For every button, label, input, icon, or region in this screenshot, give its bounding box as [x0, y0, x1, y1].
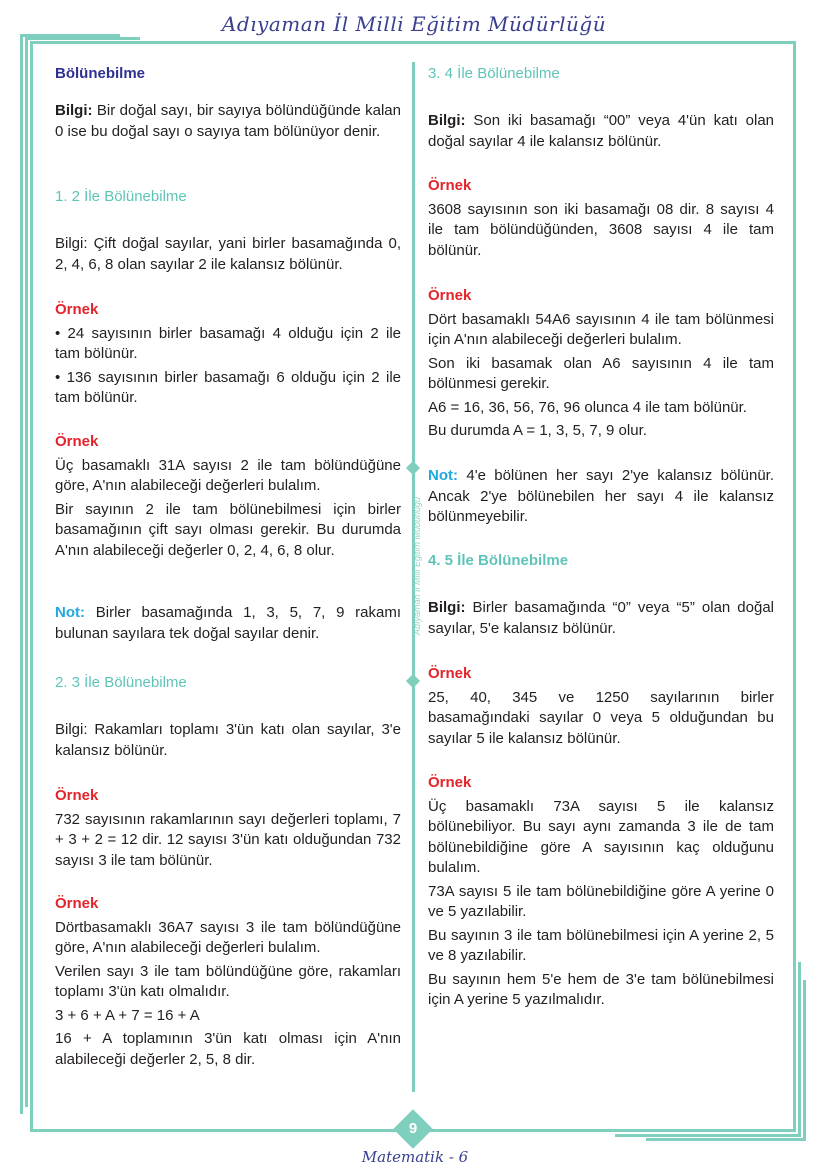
paragraph — [55, 456, 401, 497]
content-block — [55, 603, 401, 647]
info-label: Bilgi: — [428, 112, 466, 129]
paragraph-text: 16 + A toplamının 3'ün katı olması için A'nın alabileceği değerler 2, 5, 8 dir. — [55, 1030, 401, 1068]
paragraph — [55, 918, 401, 959]
section-heading: 1. 2 İle Bölünebilme — [55, 188, 187, 205]
paragraph-text: • 136 sayısının birler basamağı 6 olduğu için 2 ile tam bölünür. — [55, 368, 401, 406]
example-heading: Örnek — [428, 177, 472, 194]
section-heading: 4. 5 İle Bölünebilme — [428, 552, 569, 569]
content-block — [428, 111, 774, 155]
content-block — [428, 286, 774, 445]
paragraph — [428, 882, 774, 923]
paragraph-text: Üç basamaklı 73A sayısı 5 ile kalansız bölünebiliyor. Bu sayı aynı zamanda 3 ile de tam bölünebildiğine göre A sayısının kaç olduğunu bulalım. — [428, 797, 774, 876]
paragraph-text: Bu sayının 3 ile tam bölünebilmesi için A yerine 2, 5 ve 8 yazılabilir. — [428, 926, 774, 964]
note-label: Not: — [428, 467, 458, 484]
paragraph-text: 25, 40, 345 ve 1250 sayılarının birler basamağındaki sayılar 0 veya 5 olduğundan bu sayılar 5 ile kalansız bölünür. — [428, 688, 774, 747]
content-block — [55, 300, 401, 412]
paragraph — [428, 200, 774, 262]
paragraph — [55, 368, 401, 409]
content-block — [428, 598, 774, 642]
side-watermark-text: Adıyaman İl Milli Eğitim Müdürlüğü — [412, 496, 422, 635]
header-title: Adıyaman İl Milli Eğitim Müdürlüğü — [221, 12, 607, 36]
paragraph-text: 3608 sayısının son iki basamağı 08 dir. 8 sayısı 4 ile tam bölündüğünden, 3608 sayısı 4 ile tam bölünür. — [428, 200, 774, 259]
divider-diamond-icon — [406, 461, 420, 475]
section-heading: 2. 3 İle Bölünebilme — [55, 674, 187, 691]
frame-line — [25, 37, 28, 1107]
paragraph-text: Bir sayının 2 ile tam bölünebilmesi için birler basamağının çift sayı olması gerekir. Bu durumda A'nın alabileceği değerler 0, 2, 4, 6, 8 olur. — [55, 500, 401, 559]
paragraph-text: A6 = 16, 36, 56, 76, 96 olunca 4 ile tam bölünür. — [428, 398, 747, 416]
paragraph — [428, 354, 774, 395]
paragraph — [428, 111, 774, 152]
paragraph — [428, 398, 774, 419]
paragraph-text: Birler basamağında “0” veya “5” olan doğal sayılar, 5'e kalansız bölünür. — [428, 599, 774, 637]
frame-border-right — [793, 41, 796, 1131]
content-block — [55, 673, 401, 694]
paragraph-text: Bilgi: Rakamları toplamı 3'ün katı olan sayılar, 3'e kalansız bölünür. — [55, 721, 401, 759]
paragraph-text: 732 sayısının rakamlarının sayı değerleri toplamı, 7 + 3 + 2 = 12 dir. 12 sayısı 3'ün katı olduğundan 732 sayısı 3 ile tam bölünür. — [55, 810, 401, 869]
content-block — [55, 101, 401, 145]
example-heading: Örnek — [428, 287, 472, 304]
section-heading: 3. 4 İle Bölünebilme — [428, 65, 560, 82]
paragraph — [55, 1029, 401, 1070]
frame-border-top — [30, 41, 795, 44]
paragraph — [428, 797, 774, 879]
example-heading: Örnek — [55, 433, 99, 450]
frame-line — [25, 37, 140, 40]
paragraph-text: Bu durumda A = 1, 3, 5, 7, 9 olur. — [428, 422, 647, 439]
example-heading: Örnek — [428, 665, 472, 682]
content-block — [428, 551, 774, 572]
page-number: 9 — [408, 1120, 418, 1137]
paragraph — [428, 970, 774, 1011]
content-block — [55, 720, 401, 764]
info-label: Bilgi: — [55, 102, 93, 119]
paragraph-text: Bilgi: Çift doğal sayılar, yani birler basamağında 0, 2, 4, 6, 8 olan sayılar 2 ile kalansız bölünür. — [55, 235, 401, 273]
divider-diamond-icon — [406, 674, 420, 688]
paragraph — [428, 688, 774, 750]
paragraph-text: Dört basamaklı 54A6 sayısının 4 ile tam bölünmesi için A'nın alabileceği değerleri bulalım. — [428, 310, 774, 348]
paragraph-text: • 24 sayısının birler basamağı 4 olduğu için 2 ile tam bölünür. — [55, 324, 401, 362]
example-heading: Örnek — [55, 895, 99, 912]
frame-line — [20, 34, 23, 1114]
paragraph — [55, 1006, 401, 1027]
content-block — [55, 786, 401, 874]
info-label: Bilgi: — [428, 599, 466, 616]
paragraph — [428, 926, 774, 967]
frame-line — [646, 1138, 806, 1141]
paragraph — [55, 810, 401, 872]
content-block — [428, 664, 774, 752]
section-title: Bölünebilme — [55, 65, 146, 82]
paragraph — [428, 310, 774, 351]
paragraph — [428, 598, 774, 639]
note-label: Not: — [55, 604, 85, 621]
paragraph-text: Üç basamaklı 31A sayısı 2 ile tam bölündüğüne göre, A'nın alabileceği değerleri bulalım. — [55, 456, 401, 494]
paragraph — [428, 421, 774, 442]
paragraph-text: Son iki basamak olan A6 sayısının 4 ile tam bölünmesi gerekir. — [428, 354, 774, 392]
paragraph-text: Birler basamağında 1, 3, 5, 7, 9 rakamı bulunan sayılara tek doğal sayılar denir. — [55, 604, 401, 642]
paragraph — [55, 962, 401, 1003]
content-block — [428, 466, 774, 531]
paragraph-text: Son iki basamağı “00” veya 4'ün katı olan doğal sayılar 4 ile kalansız bölünür. — [428, 112, 774, 150]
paragraph-text: 73A sayısı 5 ile tam bölünebildiğine göre A yerine 0 ve 5 yazılabilir. — [428, 882, 774, 920]
paragraph-text: 4'e bölünen her sayı 2'ye kalansız bölünür. Ancak 2'ye bölünebilen her sayı 4 ile kalansız bölünmeyebilir. — [428, 467, 775, 525]
paragraph-text: Verilen sayı 3 ile tam bölündüğüne göre, rakamları toplamı 3'ün katı olmalıdır. — [55, 962, 401, 1000]
paragraph — [55, 603, 401, 644]
paragraph — [55, 720, 401, 761]
paragraph — [55, 500, 401, 562]
example-heading: Örnek — [428, 774, 472, 791]
frame-line — [798, 962, 801, 1136]
content-block — [55, 187, 401, 208]
content-block — [55, 432, 401, 564]
paragraph — [55, 101, 401, 142]
frame-border-left — [30, 41, 33, 1131]
paragraph — [428, 466, 774, 528]
paragraph-text: Bir doğal sayı, bir sayıya bölündüğünde kalan 0 ise bu doğal sayı o sayıya tam bölünüyor denir. — [55, 102, 401, 140]
content-block — [428, 773, 774, 1014]
paragraph-text: 3 + 6 + A + 7 = 16 + A — [55, 1006, 200, 1024]
frame-line — [803, 980, 806, 1140]
content-block — [55, 64, 401, 85]
paragraph — [55, 234, 401, 275]
example-heading: Örnek — [55, 787, 99, 804]
content-block — [55, 234, 401, 278]
frame-line — [615, 1134, 801, 1137]
content-block — [428, 176, 774, 264]
example-heading: Örnek — [55, 301, 99, 318]
footer-subject: Matematik - 6 — [361, 1148, 469, 1166]
content-block — [428, 64, 774, 85]
paragraph-text: Dörtbasamaklı 36A7 sayısı 3 ile tam bölündüğüne göre, A'nın alabileceği değerleri bulalım. — [55, 918, 401, 956]
paragraph-text: Bu sayının hem 5'e hem de 3'e tam bölünebilmesi için A yerine 5 yazılmalıdır. — [428, 970, 774, 1008]
paragraph — [55, 324, 401, 365]
content-block — [55, 894, 401, 1073]
